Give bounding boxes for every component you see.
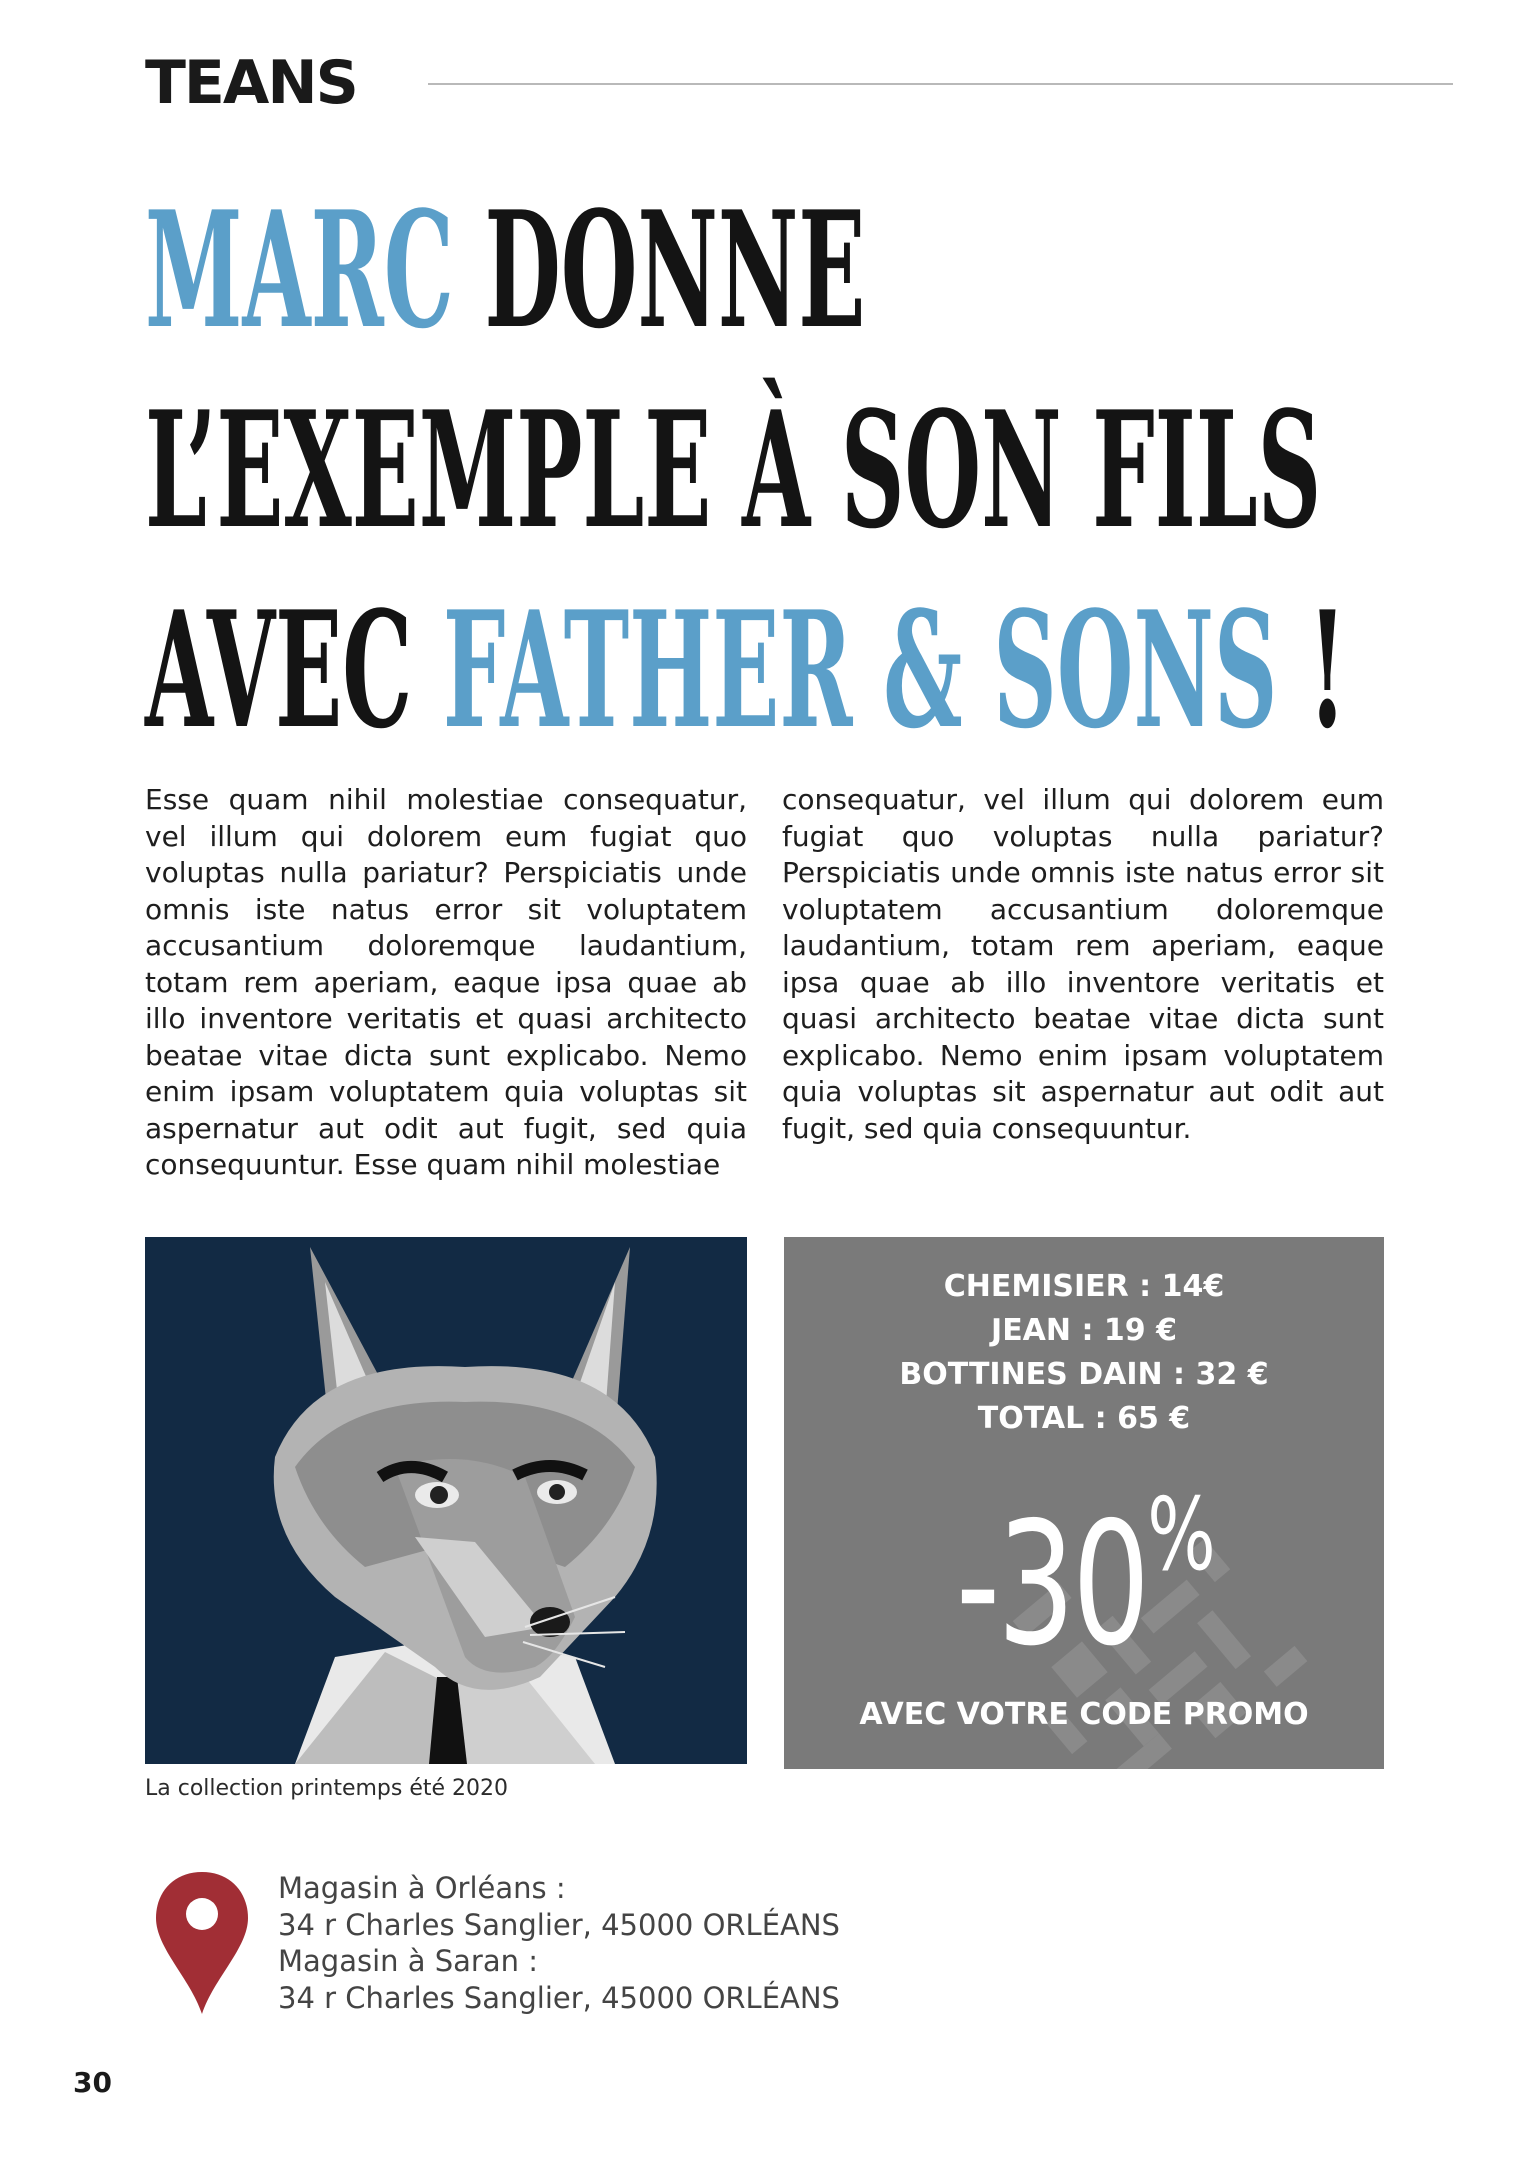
- store-2-address: 34 r Charles Sanglier, 45000 ORLÉANS: [278, 1980, 840, 2015]
- headline-line-3-start: AVEC: [145, 576, 443, 764]
- price-item-chemisier: CHEMISIER : 14€: [943, 1269, 1225, 1304]
- discount-number: -30: [955, 1486, 1147, 1684]
- headline-line-3: [145, 570, 1347, 770]
- header-rule: [428, 83, 1453, 85]
- headline-line-1-rest: DONNE: [453, 176, 866, 364]
- headline-accent-marc: MARC: [145, 176, 454, 364]
- headline-accent-brand: FATHER & SONS: [442, 576, 1278, 764]
- discount-percent: %: [1146, 1476, 1213, 1593]
- photo-caption: La collection printemps été 2020: [145, 1776, 509, 1801]
- price-item-jean: JEAN : 19 €: [991, 1313, 1177, 1348]
- fox-illustration: [145, 1237, 747, 1764]
- article-column-2: consequatur, vel illum qui dolorem eum fugiat quo voluptas nulla pariatur? Perspiciatis unde omnis iste natus error sit voluptatem accusantium doloremque laudantium, totam rem aperiam, eaque ipsa quae ab illo inventore veritatis et quasi architecto beatae vitae dicta sunt explicabo. Nemo enim ipsam voluptatem quia voluptas sit aspernatur aut odit aut fugit, sed quia consequuntur.: [782, 783, 1384, 1145]
- page-number: 30: [73, 2066, 112, 2099]
- location-pin-icon: [152, 1868, 252, 2018]
- store-2-name: Magasin à Saran :: [278, 1944, 538, 1978]
- headline: [145, 170, 1347, 770]
- headline-line-2: L’EXEMPLE À SON FILS: [145, 376, 1322, 564]
- headline-line-3-end: !: [1277, 576, 1347, 764]
- store-addresses: [278, 1870, 840, 2016]
- price-list: [784, 1265, 1384, 1441]
- store-1-address: 34 r Charles Sanglier, 45000 ORLÉANS: [278, 1907, 840, 1942]
- promo-code-note: AVEC VOTRE CODE PROMO: [859, 1697, 1309, 1732]
- discount-value: [784, 1476, 1384, 1685]
- price-item-bottines: BOTTINES DAIN : 32 €: [899, 1357, 1269, 1392]
- store-1-name: Magasin à Orléans :: [278, 1871, 566, 1905]
- article-column-1: Esse quam nihil molestiae consequatur, vel illum qui dolorem eum fugiat quo voluptas nulla pariatur? Perspiciatis unde omnis iste natus error sit voluptatem accusantium doloremque laudantium, totam rem aperiam, eaque ipsa quae ab illo inventore veritatis et quasi architecto beatae vitae dicta sunt explicabo. Nemo enim ipsam voluptatem quia voluptas sit aspernatur aut odit aut fugit, sed quia consequuntur. Esse quam nihil molestiae: [145, 783, 747, 1181]
- price-item-total: TOTAL : 65 €: [977, 1401, 1191, 1436]
- promo-box: [784, 1237, 1384, 1769]
- headline-line-1: [145, 170, 866, 370]
- section-label: TEANS: [145, 48, 357, 118]
